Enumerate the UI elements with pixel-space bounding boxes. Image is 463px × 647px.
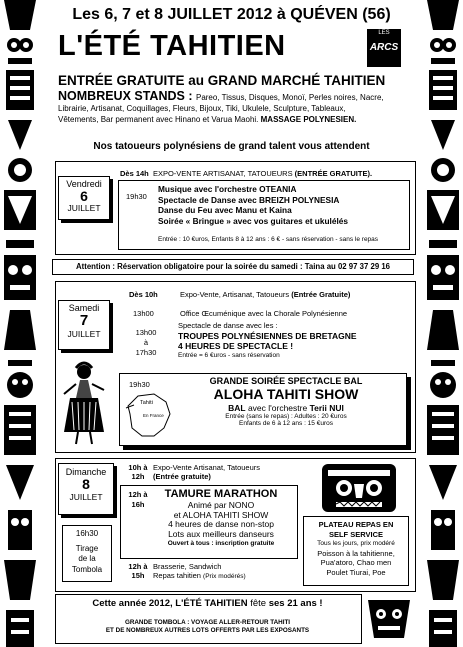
saturday-expo-line: Expo-Vente, Artisanat, Tatoueurs (Entrée Gratuite) [180, 290, 351, 299]
sunday-time-2: 12h à 16h [128, 490, 148, 509]
les-arcs-logo: LES ARCS [367, 29, 401, 67]
sunday-date-badge: Dimanche 8 JUILLET [58, 463, 114, 515]
friday-evening-time: 19h30 [126, 192, 147, 201]
friday-price: Entrée : 10 €uros, Enfants 8 à 12 ans : 6 € - sans réservation - sans le repas [158, 236, 379, 243]
tombola-draw-box: 16h30 Tirage de la Tombola [62, 525, 112, 582]
tamure-marathon-program: TAMURE MARATHON Animé par NONO et ALOHA TAHITI SHOW 4 heures de danse non-stop Lots aux meilleurs danseurs Ouvert à tous : inscription gratuite [164, 488, 278, 547]
event-dates: Les 6, 7 et 8 JUILLET 2012 à QUÉVEN (56) [72, 6, 391, 23]
saturday-time-4: 19h30 [129, 380, 150, 389]
sunday-expo-line: Expo-Vente Artisanat, Tatoueurs (Entrée gratuite) [153, 463, 261, 481]
tattoo-banner: Nos tatoueurs polynésiens de grand talent vous attendent [93, 141, 370, 152]
page-title: L'ÉTÉ TAHITIEN [58, 30, 286, 62]
saturday-time-3: 13h00 à 17h30 [135, 328, 157, 357]
stands-line-1: NOMBREUX STANDS : Pareo, Tissus, Disques, Monoï, Perles noires, Nacre, [58, 89, 384, 103]
saturday-office-line: Office Œcuménique avec la Chorale Polynésienne [180, 309, 348, 318]
saturday-date-badge: Samedi 7 JUILLET [58, 300, 110, 350]
left-totem-decoration [0, 0, 40, 647]
friday-program: Musique avec l'orchestre OTEANIA Spectacle de Danse avec BREIZH POLYNESIA Danse du Feu avec Manu et Kaina Soirée « Bringue » avec vos guitares et ukulélés [158, 184, 348, 226]
tiki-mask-illustration [318, 462, 400, 514]
sunday-food-line: Brasserie, Sandwich Repas tahitien (Prix modérés) [153, 562, 246, 580]
free-entry-heading: ENTRÉE GRATUITE au GRAND MARCHÉ TAHITIEN [58, 73, 386, 88]
reservation-notice: Attention : Réservation obligatoire pour la soirée du samedi : Taina au 02 97 37 29 16 [52, 259, 414, 275]
saturday-time-1: Dès 10h [129, 290, 158, 299]
tahitian-dancer-illustration [58, 360, 110, 446]
saturday-dance-program: Spectacle de danse avec les : TROUPES POLYNÉSIENNES DE BRETAGNE 4 HEURES DE SPECTACLE ! Entrée = 6 €uros - sans réservation [178, 321, 357, 359]
stands-line-2: Librairie, Artisanat, Coquillages, Fleurs, Bijoux, Tiki, Ukulele, Sculpture, Tableaux, [58, 104, 346, 113]
anniversary-banner: Cette année 2012, L'ÉTÉ TAHITIEN fête ses 21 ans ! [92, 598, 323, 609]
friday-date-badge: Vendredi 6 JUILLET [58, 176, 110, 220]
tiki-face-corner-icon [364, 596, 414, 642]
map-label-tahiti: Tahiti [140, 400, 153, 406]
meal-tray-box: PLATEAU REPAS EN SELF SERVICE Tous les jours, prix modéré Poisson à la tahitienne, Pua'atoro, Chao men Poulet Tiurai, Poe [303, 516, 409, 586]
sunday-time-1: 10h à 12h [128, 463, 148, 481]
sunday-time-3: 12h à 15h [128, 562, 148, 580]
right-totem-decoration [423, 0, 463, 647]
stands-line-3: Vêtements, Bar permanent avec Hinano et Varua Maohi. MASSAGE POLYNESIEN. [58, 115, 357, 124]
map-label-en-france: En France [143, 413, 164, 418]
saturday-time-2: 13h00 [133, 309, 154, 318]
tombola-prize-info: GRANDE TOMBOLA : VOYAGE ALLER-RETOUR TAHITI ET DE NOMBREUX AUTRES LOTS OFFERTS PAR LES EXPOSANTS [105, 619, 310, 634]
friday-expo-line: Dès 14h EXPO-VENTE ARTISANAT, TATOUEURS (ENTRÉE GRATUITE). [120, 169, 373, 178]
saturday-evening-program: GRANDE SOIRÉE SPECTACLE BAL ALOHA TAHITI SHOW BAL avec l'orchestre Terii NUI Entrée (sans le repas) : Adultes : 20 €uros Enfants de 6 à 12 ans : 15 €uros [209, 376, 363, 427]
